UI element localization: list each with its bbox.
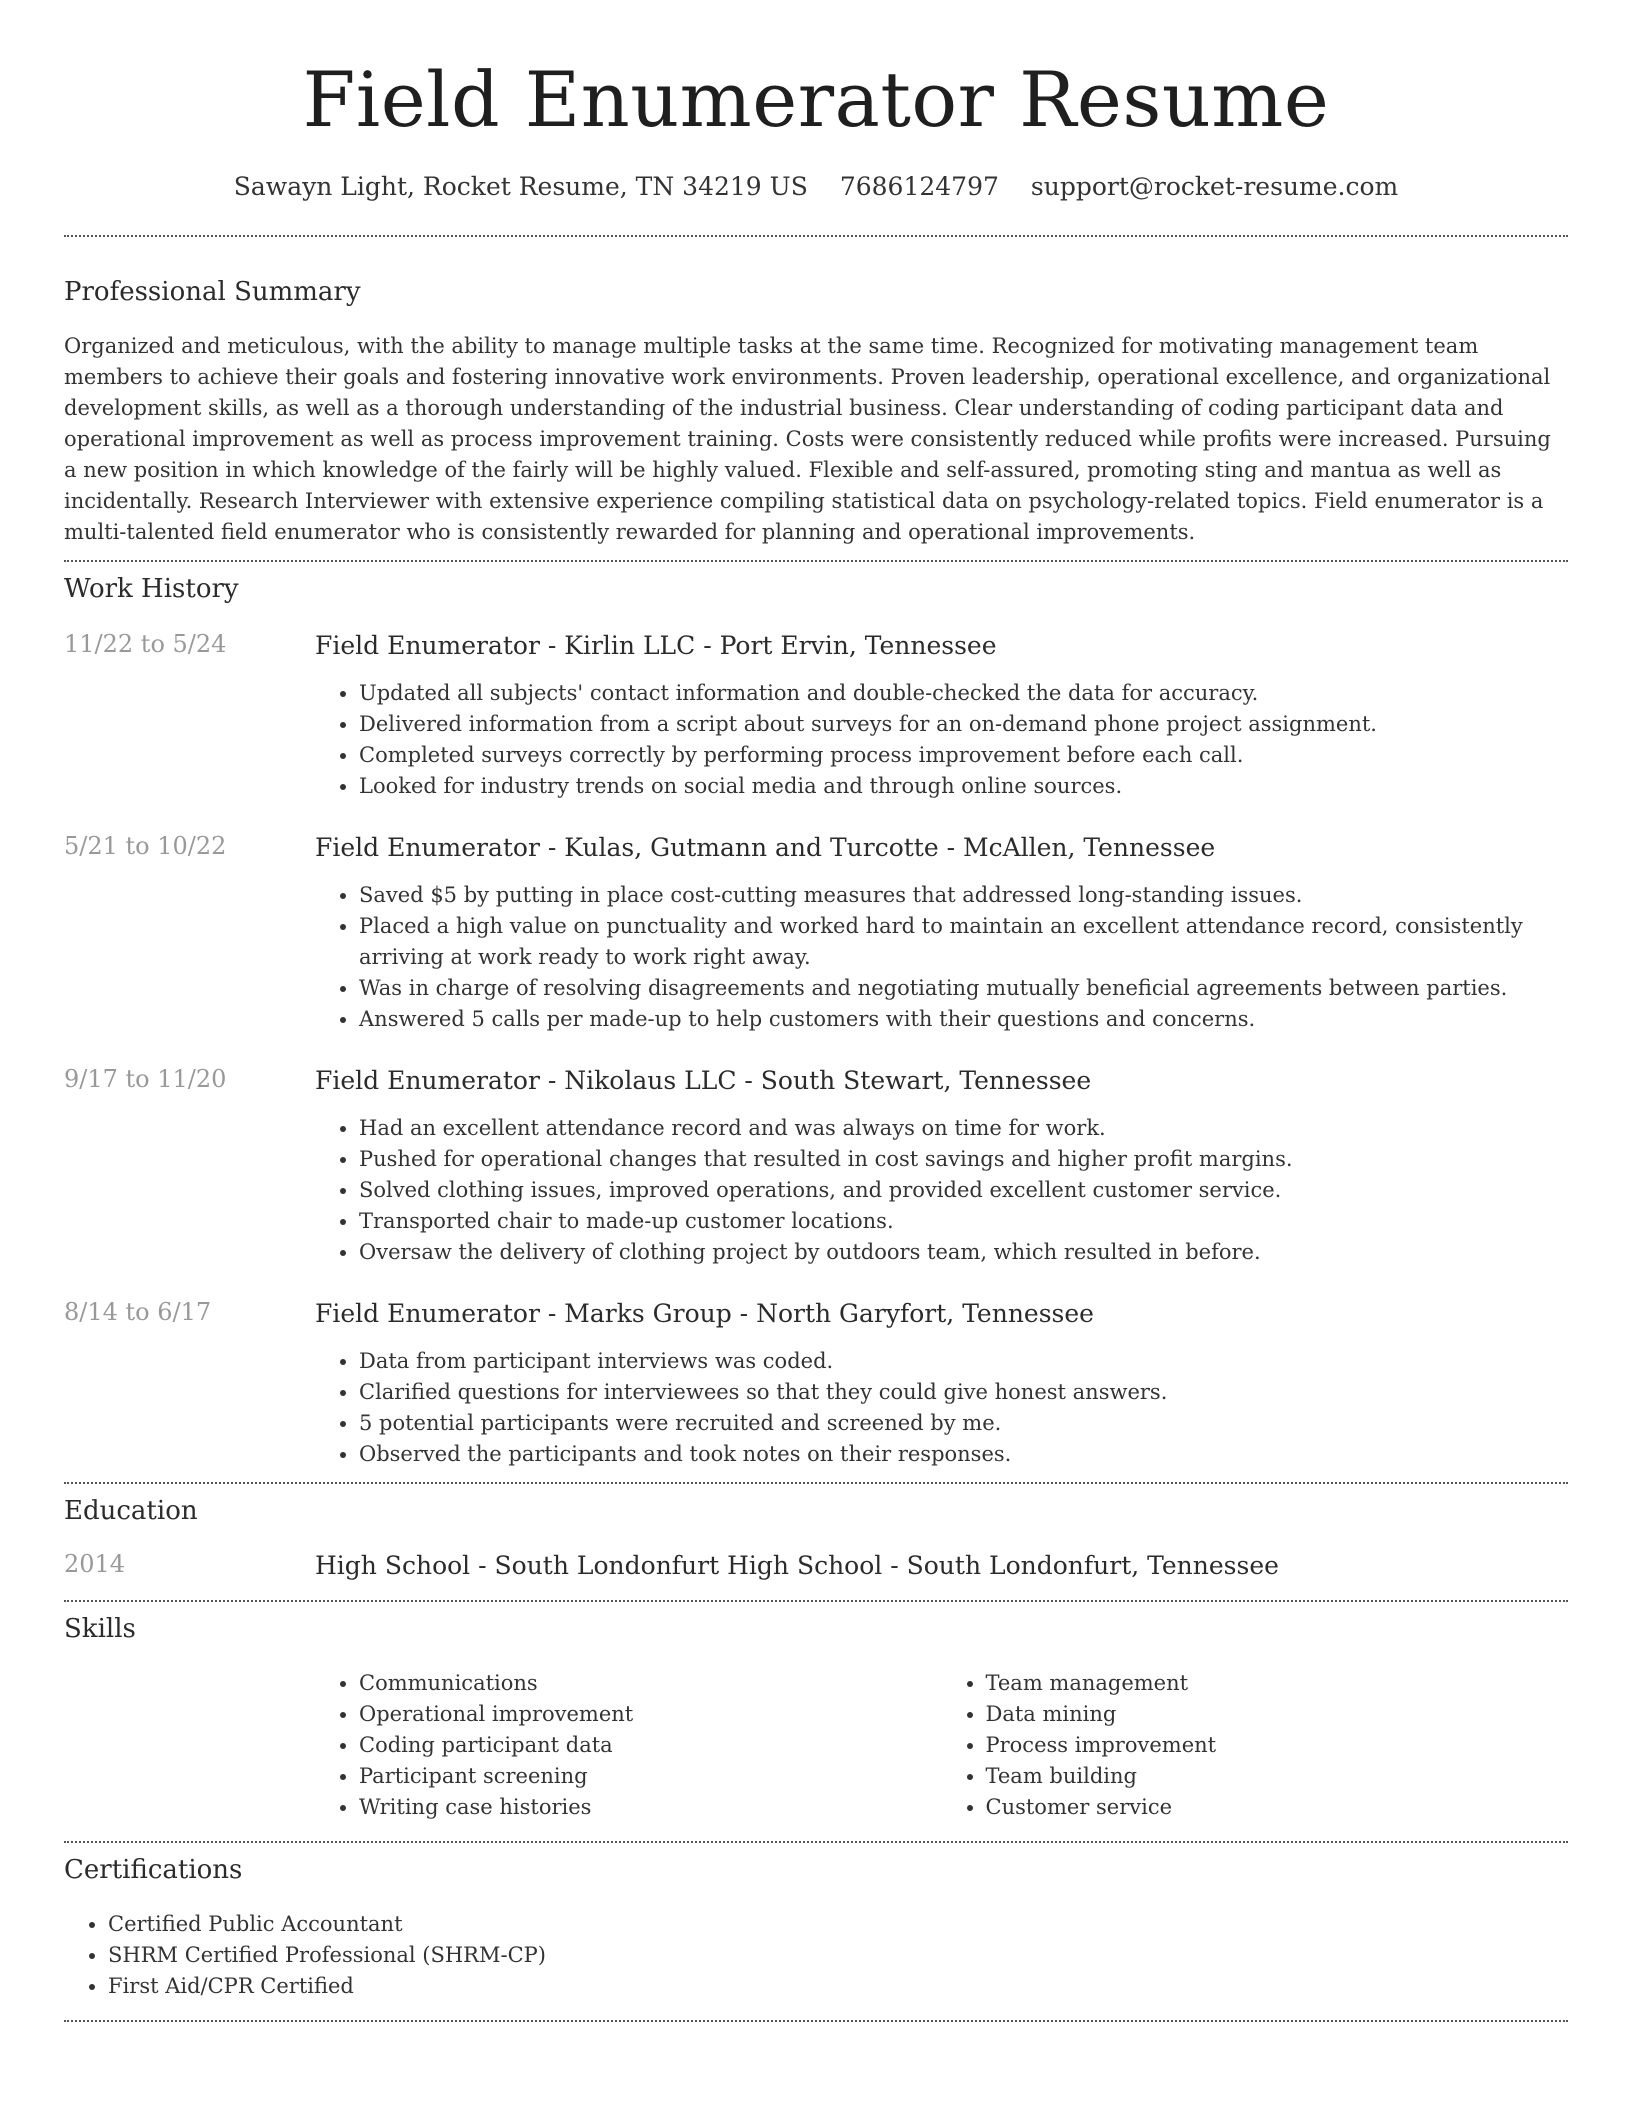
divider bbox=[64, 2020, 1568, 2022]
list-item: • Data from participant interviews was coded. bbox=[359, 1346, 1568, 1377]
contact-address: Sawayn Light, Rocket Resume, TN 34219 US bbox=[233, 172, 808, 201]
list-item: • Certified Public Accountant bbox=[108, 1909, 1568, 1940]
list-item: • Had an excellent attendance record and was always on time for work. bbox=[359, 1113, 1568, 1144]
contact-email: support@rocket-resume.com bbox=[1030, 172, 1399, 201]
skills-grid bbox=[315, 1668, 1568, 1823]
divider bbox=[64, 1841, 1568, 1843]
divider bbox=[64, 560, 1568, 562]
list-item: • Was in charge of resolving disagreements and negotiating mutually beneficial agreements between parties. bbox=[359, 973, 1568, 1004]
job-dates: 5/21 to 10/22 bbox=[64, 832, 227, 860]
list-item: • Oversaw the delivery of clothing project by outdoors team, which resulted in before. bbox=[359, 1237, 1568, 1268]
education-heading: Education bbox=[64, 1496, 198, 1526]
job-dates: 9/17 to 11/20 bbox=[64, 1065, 227, 1093]
list-item: • Communications bbox=[359, 1668, 942, 1699]
resume-title: Field Enumerator Resume bbox=[302, 55, 1330, 144]
education-section bbox=[64, 1496, 1568, 1582]
job-bullets bbox=[315, 678, 1568, 802]
list-item: • Delivered information from a script about surveys for an on-demand phone project assignment. bbox=[359, 709, 1568, 740]
contact-line bbox=[64, 172, 1568, 201]
list-item: • Solved clothing issues, improved operations, and provided excellent customer service. bbox=[359, 1175, 1568, 1206]
list-item: • Answered 5 calls per made-up to help customers with their questions and concerns. bbox=[359, 1004, 1568, 1035]
list-item: • Data mining bbox=[986, 1699, 1569, 1730]
divider bbox=[64, 1600, 1568, 1602]
list-item: • Operational improvement bbox=[359, 1699, 942, 1730]
list-item: • Participant screening bbox=[359, 1761, 942, 1792]
divider bbox=[64, 235, 1568, 237]
list-item: • Process improvement bbox=[986, 1730, 1569, 1761]
certifications-heading: Certifications bbox=[64, 1855, 243, 1885]
list-item: • Customer service bbox=[986, 1792, 1569, 1823]
list-item: • Writing case histories bbox=[359, 1792, 942, 1823]
job-entry bbox=[64, 1298, 1568, 1470]
list-item: • Team building bbox=[986, 1761, 1569, 1792]
job-entry bbox=[64, 1065, 1568, 1268]
job-dates: 8/14 to 6/17 bbox=[64, 1298, 212, 1326]
job-bullets bbox=[315, 1346, 1568, 1470]
list-item: • Placed a high value on punctuality and worked hard to maintain an excellent attendance record, consistently arriving at work ready to work right away. bbox=[359, 911, 1568, 973]
list-item: • Observed the participants and took notes on their responses. bbox=[359, 1439, 1568, 1470]
certifications-section bbox=[64, 1855, 1568, 2002]
job-entry bbox=[64, 832, 1568, 1035]
skills-heading: Skills bbox=[64, 1614, 136, 1644]
list-item: • Coding participant data bbox=[359, 1730, 942, 1761]
list-item: • Clarified questions for interviewees so that they could give honest answers. bbox=[359, 1377, 1568, 1408]
job-title: Field Enumerator - Kulas, Gutmann and Turcotte - McAllen, Tennessee bbox=[315, 833, 1216, 862]
list-item: • Pushed for operational changes that resulted in cost savings and higher profit margins. bbox=[359, 1144, 1568, 1175]
work-history-section bbox=[64, 574, 1568, 1470]
summary-section bbox=[64, 277, 1568, 548]
contact-phone: 7686124797 bbox=[839, 172, 999, 201]
list-item: • Team management bbox=[986, 1668, 1569, 1699]
job-bullets bbox=[315, 1113, 1568, 1268]
list-item: • Transported chair to made-up customer locations. bbox=[359, 1206, 1568, 1237]
list-item: • First Aid/CPR Certified bbox=[108, 1971, 1568, 2002]
list-item: • SHRM Certified Professional (SHRM-CP) bbox=[108, 1940, 1568, 1971]
skills-section bbox=[64, 1614, 1568, 1823]
job-title: Field Enumerator - Kirlin LLC - Port Ervin, Tennessee bbox=[315, 631, 997, 660]
education-entry bbox=[64, 1550, 1568, 1582]
divider bbox=[64, 1482, 1568, 1484]
certifications-list bbox=[64, 1909, 1568, 2002]
list-item: • Saved $5 by putting in place cost-cutting measures that addressed long-standing issues. bbox=[359, 880, 1568, 911]
job-bullets bbox=[315, 880, 1568, 1035]
job-dates: 11/22 to 5/24 bbox=[64, 630, 227, 658]
education-title: High School - South Londonfurt High School - South Londonfurt, Tennessee bbox=[315, 1551, 1279, 1580]
summary-heading: Professional Summary bbox=[64, 277, 361, 307]
resume-header bbox=[64, 0, 1568, 201]
skills-list-left bbox=[315, 1668, 942, 1823]
list-item: • Completed surveys correctly by performing process improvement before each call. bbox=[359, 740, 1568, 771]
job-title: Field Enumerator - Nikolaus LLC - South Stewart, Tennessee bbox=[315, 1066, 1092, 1095]
job-entry bbox=[64, 630, 1568, 802]
education-year: 2014 bbox=[64, 1550, 126, 1578]
list-item: • 5 potential participants were recruited and screened by me. bbox=[359, 1408, 1568, 1439]
summary-text: Organized and meticulous, with the ability to manage multiple tasks at the same time. Recognized for motivating management team members to achieve their goals and fostering innovative work environments. Proven leadership, operational excellence, and organizational development skills, as well as a thorough understanding of the industrial business. Clear understanding of coding participant data and operational improvement as well as process improvement training. Costs were consistently reduced while profits were increased. Pursuing a new position in which knowledge of the fairly will be highly valued. Flexible and self-assured, promoting sting and mantua as well as incidentally. Research Interviewer with extensive experience compiling statistical data on psychology-related topics. Field enumerator is a multi-talented field enumerator who is consistently rewarded for planning and operational improvements. bbox=[64, 334, 1551, 544]
job-title: Field Enumerator - Marks Group - North Garyfort, Tennessee bbox=[315, 1299, 1094, 1328]
skills-list-right bbox=[942, 1668, 1569, 1823]
list-item: • Updated all subjects' contact information and double-checked the data for accuracy. bbox=[359, 678, 1568, 709]
work-history-heading: Work History bbox=[64, 574, 239, 604]
list-item: • Looked for industry trends on social media and through online sources. bbox=[359, 771, 1568, 802]
